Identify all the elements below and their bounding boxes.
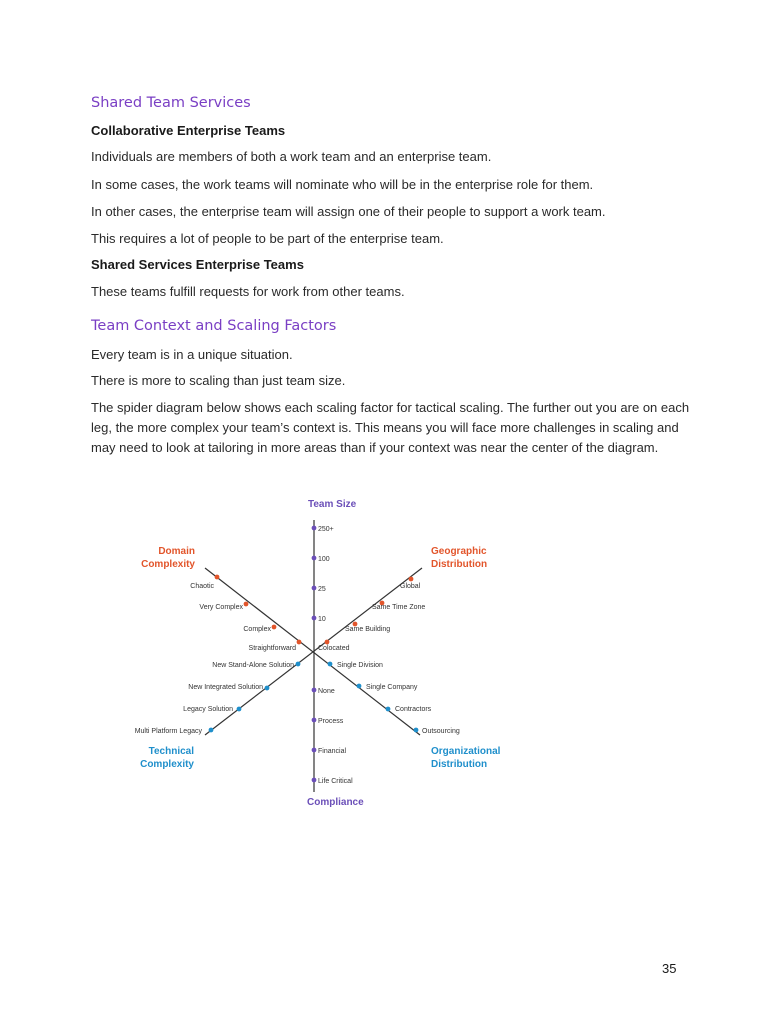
- tick-label: Single Division: [337, 662, 383, 669]
- paragraph: In other cases, the enterprise team will assign one of their people to support a work team.: [91, 204, 606, 219]
- paragraph-spider-intro: The spider diagram below shows each scaling factor for tactical scaling. The further out you are on each leg, the more complex your team’s context is. This means you will face more challenges in scaling and may need to look at tailoring in more areas than if your context was near the center of the diagram.: [91, 400, 690, 455]
- tick-label: Life Critical: [318, 778, 353, 785]
- tick-dot: [297, 640, 302, 645]
- tick-label: New Integrated Solution: [188, 684, 263, 691]
- tick-label: Financial: [318, 748, 347, 755]
- heading-shared-team-services: Shared Team Services: [91, 95, 251, 111]
- paragraph: Individuals are members of both a work team and an enterprise team.: [91, 149, 492, 164]
- tick-dot: [312, 586, 317, 591]
- svg-text:Complexity: Complexity: [141, 559, 195, 570]
- subheading-shared-services-enterprise-teams: Shared Services Enterprise Teams: [91, 257, 304, 272]
- tick-label: Contractors: [395, 706, 432, 713]
- tick-dot: [215, 575, 220, 580]
- tick-label: None: [318, 688, 335, 695]
- paragraph: These teams fulfill requests for work from other teams.: [91, 284, 405, 299]
- tick-dot: [272, 625, 277, 630]
- tick-dot: [265, 686, 270, 691]
- tick-dot: [237, 707, 242, 712]
- svg-text:Domain: Domain: [158, 546, 195, 557]
- axis-title-domain-complexity: [141, 546, 195, 570]
- tick-label: 10: [318, 616, 326, 623]
- geographic-distribution-ticks: [318, 577, 425, 652]
- tick-dot: [328, 662, 333, 667]
- tick-label: Outsourcing: [422, 728, 460, 735]
- tick-label: Colocated: [318, 645, 350, 652]
- tick-dot: [414, 728, 419, 733]
- axis-title-geographic-distribution: [431, 546, 487, 570]
- tick-dot: [312, 526, 317, 531]
- tick-label: Multi Platform Legacy: [134, 728, 202, 735]
- svg-text:Technical: Technical: [148, 746, 194, 757]
- tick-dot: [312, 688, 317, 693]
- domain-complexity-ticks: [190, 575, 301, 652]
- axis-title-technical-complexity: [140, 746, 194, 770]
- page-number: 35: [662, 961, 677, 976]
- tick-label: Single Company: [366, 684, 418, 691]
- axis-title-team-size: Team Size: [308, 499, 357, 510]
- paragraph: There is more to scaling than just team size.: [91, 373, 346, 388]
- tick-label: Same Time Zone: [372, 604, 426, 611]
- tick-label: Chaotic: [190, 583, 214, 590]
- tick-label: Very Complex: [199, 604, 243, 611]
- technical-complexity-ticks: [135, 662, 301, 735]
- axis-title-organizational-distribution: [431, 746, 501, 770]
- tick-label: Legacy Solution: [183, 706, 233, 713]
- tick-dot: [312, 616, 317, 621]
- tick-label: Complex: [243, 626, 271, 633]
- tick-dot: [209, 728, 214, 733]
- tick-label: 100: [318, 556, 330, 563]
- tick-label: Global: [400, 583, 421, 590]
- tick-label: 250+: [318, 526, 334, 533]
- paragraph: This requires a lot of people to be part of the enterprise team.: [91, 231, 444, 246]
- axis-title-compliance: Compliance: [307, 797, 364, 808]
- tick-label: Straightforward: [248, 645, 296, 652]
- tick-label: Same Building: [345, 626, 391, 633]
- tick-label: 25: [318, 586, 326, 593]
- svg-text:Geographic: Geographic: [431, 546, 487, 557]
- tick-dot: [244, 602, 249, 607]
- subheading-collaborative-enterprise-teams: Collaborative Enterprise Teams: [91, 123, 286, 138]
- tick-dot: [325, 640, 330, 645]
- organizational-distribution-ticks: [328, 662, 460, 735]
- tick-dot: [296, 662, 301, 667]
- team-size-ticks: [312, 526, 334, 623]
- tick-dot: [386, 707, 391, 712]
- tick-dot: [312, 718, 317, 723]
- tick-dot: [357, 684, 362, 689]
- tick-dot: [312, 556, 317, 561]
- svg-text:Complexity: Complexity: [140, 759, 194, 770]
- tick-dot: [409, 577, 414, 582]
- tick-dot: [312, 748, 317, 753]
- paragraph: In some cases, the work teams will nominate who will be in the enterprise role for them.: [91, 177, 594, 192]
- paragraph: Every team is in a unique situation.: [91, 347, 293, 362]
- svg-text:Distribution: Distribution: [431, 759, 488, 770]
- heading-team-context-scaling-factors: Team Context and Scaling Factors: [91, 318, 337, 334]
- svg-text:Distribution: Distribution: [431, 559, 488, 570]
- tick-label: Process: [318, 718, 344, 725]
- tick-label: New Stand-Alone Solution: [212, 662, 294, 669]
- tick-dot: [312, 778, 317, 783]
- svg-text:Organizational: Organizational: [431, 746, 501, 757]
- compliance-ticks: [312, 688, 353, 785]
